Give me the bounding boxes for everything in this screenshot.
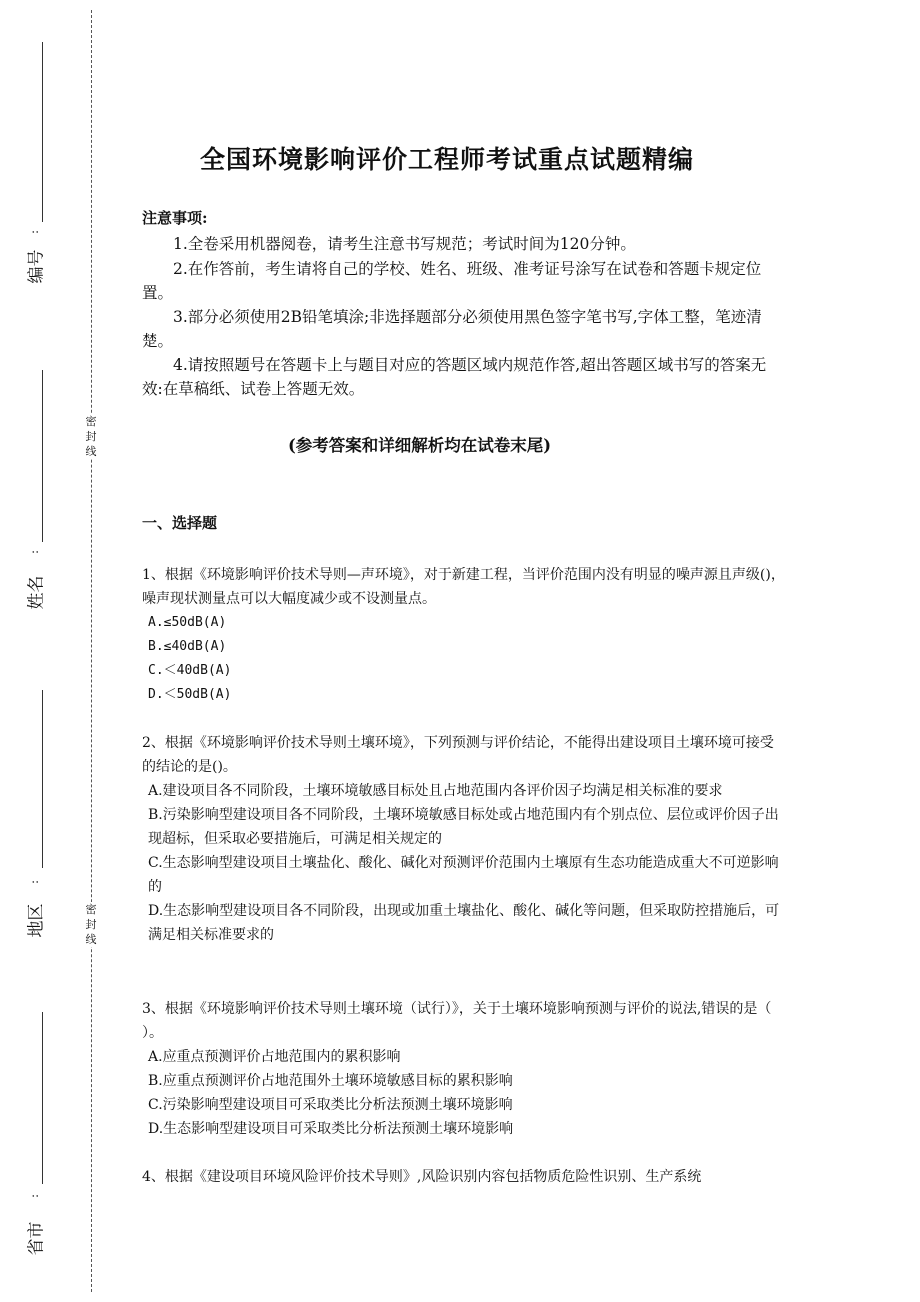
option-c: C.生态影响型建设项目土壤盐化、酸化、碱化对预测评价范围内土壤原有生态功能造成重大不可逆影响的 bbox=[148, 855, 779, 895]
seal-char: 封 bbox=[85, 430, 97, 443]
option-d: D.生态影响型建设项目可采取类比分析法预测土壤环境影响 bbox=[148, 1121, 514, 1137]
name-colon: : bbox=[27, 549, 42, 555]
question-4 bbox=[142, 1165, 787, 1189]
option-b: B.≤40dB(A) bbox=[148, 639, 227, 654]
seal-mark-lower bbox=[82, 902, 100, 947]
number-fill-line[interactable] bbox=[42, 42, 43, 222]
number-label: 编号 bbox=[26, 249, 47, 284]
option-a: A.建设项目各不同阶段，土壤环境敏感目标处且占地范围内各评价因子均满足相关标准的要求 bbox=[148, 783, 723, 799]
seal-dashed-line bbox=[91, 10, 92, 1292]
answer-hint: (参考答案和详细解析均在试卷末尾) bbox=[288, 436, 552, 455]
seal-char: 密 bbox=[85, 903, 97, 916]
name-label: 姓名 bbox=[26, 575, 47, 610]
name-fill-line[interactable] bbox=[42, 370, 43, 542]
seal-char: 线 bbox=[85, 445, 97, 458]
region-colon: : bbox=[27, 879, 42, 885]
option-b: B.应重点预测评价占地范围外土壤环境敏感目标的累积影响 bbox=[148, 1073, 513, 1089]
question-stem: 2、根据《环境影响评价技术导则土壤环境》，下列预测与评价结论，不能得出建设项目土壤环境可接受的结论的是()。 bbox=[142, 735, 774, 775]
option-c: C.污染影响型建设项目可采取类比分析法预测土壤环境影响 bbox=[148, 1097, 513, 1113]
option-d: D.＜50dB(A) bbox=[148, 687, 232, 702]
seal-char: 封 bbox=[85, 918, 97, 931]
option-c: C.＜40dB(A) bbox=[148, 663, 232, 678]
seal-char: 线 bbox=[85, 933, 97, 946]
question-stem: 3、根据《环境影响评价技术导则土壤环境（试行）》，关于土壤环境影响预测与评价的说法,错误的是（ ）。 bbox=[142, 1001, 772, 1041]
notice-item: 1.全卷采用机器阅卷，请考生注意书写规范；考试时间为120分钟。 bbox=[173, 235, 636, 253]
option-b: B.污染影响型建设项目各不同阶段，土壤环境敏感目标处或占地范围内有个别点位、层位或评价因子出现超标，但采取必要措施后，可满足相关规定的 bbox=[148, 807, 779, 847]
page-title: 全国环境影响评价工程师考试重点试题精编 bbox=[200, 145, 695, 174]
question-1 bbox=[142, 563, 787, 707]
notice-item: 2.在作答前，考生请将自己的学校、姓名、班级、准考证号涂写在试卷和答题卡规定位置。 bbox=[142, 260, 762, 302]
question-3 bbox=[142, 997, 787, 1141]
question-2 bbox=[142, 731, 787, 947]
option-d: D.生态影响型建设项目各不同阶段，出现或加重土壤盐化、酸化、碱化等问题，但采取防控措施后，可满足相关标准要求的 bbox=[148, 903, 780, 943]
province-label: 省市 bbox=[26, 1221, 47, 1256]
seal-mark-upper bbox=[82, 414, 100, 459]
option-a: A.≤50dB(A) bbox=[148, 615, 227, 630]
question-stem: 4、根据《建设项目环境风险评价技术导则》,风险识别内容包括物质危险性识别、生产系统 bbox=[142, 1169, 702, 1185]
question-stem: 1、根据《环境影响评价技术导则—声环境》，对于新建工程，当评价范围内没有明显的噪声源且声级()，噪声现状测量点可以大幅度减少或不设测量点。 bbox=[142, 567, 785, 607]
seal-char: 密 bbox=[85, 415, 97, 428]
number-colon: : bbox=[27, 229, 42, 235]
option-a: A.应重点预测评价占地范围内的累积影响 bbox=[148, 1049, 401, 1065]
region-label: 地区 bbox=[26, 903, 47, 938]
binding-margin bbox=[0, 0, 110, 1302]
notice-item: 4.请按照题号在答题卡上与题目对应的答题区域内规范作答,超出答题区域书写的答案无效:在草稿纸、试卷上答题无效。 bbox=[142, 356, 767, 398]
notice-item: 3.部分必须使用2B铅笔填涂;非选择题部分必须使用黑色签字笔书写,字体工整，笔迹清楚。 bbox=[142, 308, 762, 350]
province-fill-line[interactable] bbox=[42, 1012, 43, 1184]
section-title: 一、选择题 bbox=[142, 514, 218, 532]
region-fill-line[interactable] bbox=[42, 690, 43, 868]
notice-heading: 注意事项: bbox=[142, 209, 208, 227]
province-colon: : bbox=[27, 1193, 42, 1199]
